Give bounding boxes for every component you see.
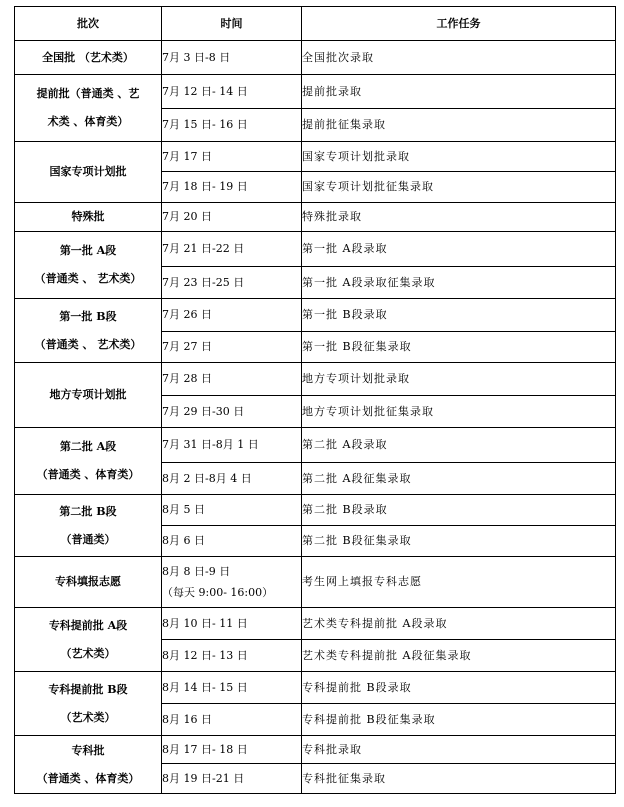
header-batch: 批次 xyxy=(15,7,162,41)
task-cell: 特殊批录取 xyxy=(302,203,616,232)
time-text: 7月 27 日 xyxy=(162,340,212,354)
time-text: 7月 28 日 xyxy=(162,372,212,386)
batch-cell xyxy=(15,75,162,142)
batch-cell xyxy=(15,363,162,428)
task-cell: 国家专项计划批录取 xyxy=(302,142,616,172)
task-cell: 第一批 B段征集录取 xyxy=(302,332,616,363)
time-cell xyxy=(162,736,302,764)
time-text: 7月 17 日 xyxy=(162,149,212,163)
time-text: 7月 12 日- 14 日 xyxy=(162,84,248,98)
task-cell: 全国批次录取 xyxy=(302,41,616,75)
time-text: 7月 26 日 xyxy=(162,308,212,322)
batch-label: 术类 、体育类） xyxy=(47,115,129,128)
time-text: 8月 8 日-9 日 xyxy=(162,564,231,578)
time-cell xyxy=(162,608,302,640)
time-text: 7月 21 日-22 日 xyxy=(162,242,245,256)
time-text: 8月 10 日- 11 日 xyxy=(162,616,248,630)
batch-label: （艺术类） xyxy=(60,710,116,724)
batch-cell xyxy=(15,232,162,299)
batch-label: 全国批 （艺术类） xyxy=(42,50,134,64)
time-cell xyxy=(162,41,302,75)
time-cell xyxy=(162,672,302,704)
batch-label: （普通类 、体育类） xyxy=(36,468,140,481)
batch-cell xyxy=(15,428,162,495)
task-cell: 提前批录取 xyxy=(302,75,616,109)
task-cell: 第二批 B段录取 xyxy=(302,495,616,526)
time-cell xyxy=(162,203,302,232)
table-row xyxy=(15,608,616,640)
time-text: 7月 29 日-30 日 xyxy=(162,404,245,418)
batch-cell xyxy=(15,672,162,736)
task-cell: 专科批征集录取 xyxy=(302,764,616,794)
time-cell xyxy=(162,299,302,332)
table-row xyxy=(15,363,616,396)
time-cell xyxy=(162,640,302,672)
admission-schedule-table xyxy=(14,6,616,794)
batch-cell xyxy=(15,557,162,608)
time-cell xyxy=(162,109,302,142)
batch-cell xyxy=(15,299,162,363)
table-row xyxy=(15,299,616,332)
time-note: （每天 9:00- 16:00） xyxy=(162,585,274,599)
batch-label: 第一批 A段 xyxy=(59,244,117,258)
time-text: 7月 23 日-25 日 xyxy=(162,275,245,289)
time-cell xyxy=(162,428,302,463)
batch-label: 特殊批 xyxy=(71,210,105,224)
batch-cell xyxy=(15,41,162,75)
table-row xyxy=(15,736,616,764)
batch-label: 专科提前批 A段 xyxy=(48,618,128,632)
task-cell: 专科提前批 B段征集录取 xyxy=(302,704,616,736)
table-row xyxy=(15,232,616,267)
time-cell xyxy=(162,363,302,396)
time-cell xyxy=(162,75,302,109)
batch-label: （普通类 、体育类） xyxy=(36,771,140,785)
batch-label: 第一批 B段 xyxy=(59,309,117,323)
batch-label: （普通类 、 艺术类） xyxy=(34,337,142,351)
table-row xyxy=(15,75,616,109)
time-text: 7月 18 日- 19 日 xyxy=(162,180,248,194)
task-cell: 地方专项计划批征集录取 xyxy=(302,396,616,428)
time-cell xyxy=(162,267,302,299)
time-text: 7月 20 日 xyxy=(162,210,212,224)
header-task: 工作任务 xyxy=(302,7,616,41)
task-cell: 提前批征集录取 xyxy=(302,109,616,142)
time-text: 8月 6 日 xyxy=(162,534,205,548)
task-cell: 第二批 A段录取 xyxy=(302,428,616,463)
table-row xyxy=(15,428,616,463)
task-cell: 专科提前批 B段录取 xyxy=(302,672,616,704)
task-cell: 第一批 B段录取 xyxy=(302,299,616,332)
time-cell xyxy=(162,704,302,736)
batch-label: 第二批 B段 xyxy=(59,504,117,518)
time-cell xyxy=(162,526,302,557)
batch-label: 专科批 xyxy=(71,743,105,757)
time-cell xyxy=(162,172,302,203)
task-cell: 第二批 A段征集录取 xyxy=(302,463,616,495)
task-cell: 国家专项计划批征集录取 xyxy=(302,172,616,203)
batch-label: 第二批 A段 xyxy=(59,440,117,454)
task-cell: 考生网上填报专科志愿 xyxy=(302,557,616,608)
time-text: 8月 5 日 xyxy=(162,503,205,517)
table-body xyxy=(15,41,616,794)
time-text: 8月 19 日-21 日 xyxy=(162,771,245,785)
time-text: 8月 14 日- 15 日 xyxy=(162,680,248,694)
task-cell: 艺术类专科提前批 A段征集录取 xyxy=(302,640,616,672)
time-cell xyxy=(162,142,302,172)
table-header-row xyxy=(15,7,616,41)
batch-label: 专科填报志愿 xyxy=(55,575,121,589)
table-row xyxy=(15,557,616,608)
time-cell xyxy=(162,495,302,526)
task-cell: 第一批 A段录取征集录取 xyxy=(302,267,616,299)
batch-label: 地方专项计划批 xyxy=(49,388,127,402)
time-cell xyxy=(162,463,302,495)
table-row xyxy=(15,142,616,172)
time-text: 7月 15 日- 16 日 xyxy=(162,118,248,132)
time-cell xyxy=(162,332,302,363)
batch-label: 提前批（普通类 、艺 xyxy=(36,87,140,101)
batch-label: 国家专项计划批 xyxy=(49,165,127,179)
time-text: 8月 17 日- 18 日 xyxy=(162,742,248,756)
task-cell: 地方专项计划批录取 xyxy=(302,363,616,396)
time-text: 7月 31 日-8月 1 日 xyxy=(162,438,259,452)
batch-cell xyxy=(15,142,162,203)
batch-label: （普通类 、 艺术类） xyxy=(34,272,142,285)
table-row xyxy=(15,41,616,75)
task-cell: 第一批 A段录取 xyxy=(302,232,616,267)
time-cell xyxy=(162,232,302,267)
time-text: 7月 3 日-8 日 xyxy=(162,50,231,64)
header-time: 时间 xyxy=(162,7,302,41)
batch-cell xyxy=(15,608,162,672)
batch-label: 专科提前批 B段 xyxy=(48,682,128,696)
batch-cell xyxy=(15,736,162,794)
time-text: 8月 12 日- 13 日 xyxy=(162,648,248,662)
time-cell xyxy=(162,396,302,428)
batch-cell xyxy=(15,495,162,557)
task-cell: 第二批 B段征集录取 xyxy=(302,526,616,557)
time-cell xyxy=(162,557,302,608)
table-row xyxy=(15,495,616,526)
table-row xyxy=(15,203,616,232)
time-cell xyxy=(162,764,302,794)
time-text: 8月 16 日 xyxy=(162,712,212,726)
table-row xyxy=(15,672,616,704)
batch-label: （艺术类） xyxy=(60,646,116,660)
batch-label: （普通类） xyxy=(60,532,116,546)
task-cell: 艺术类专科提前批 A段录取 xyxy=(302,608,616,640)
time-text: 8月 2 日-8月 4 日 xyxy=(162,471,252,485)
task-cell: 专科批录取 xyxy=(302,736,616,764)
batch-cell xyxy=(15,203,162,232)
